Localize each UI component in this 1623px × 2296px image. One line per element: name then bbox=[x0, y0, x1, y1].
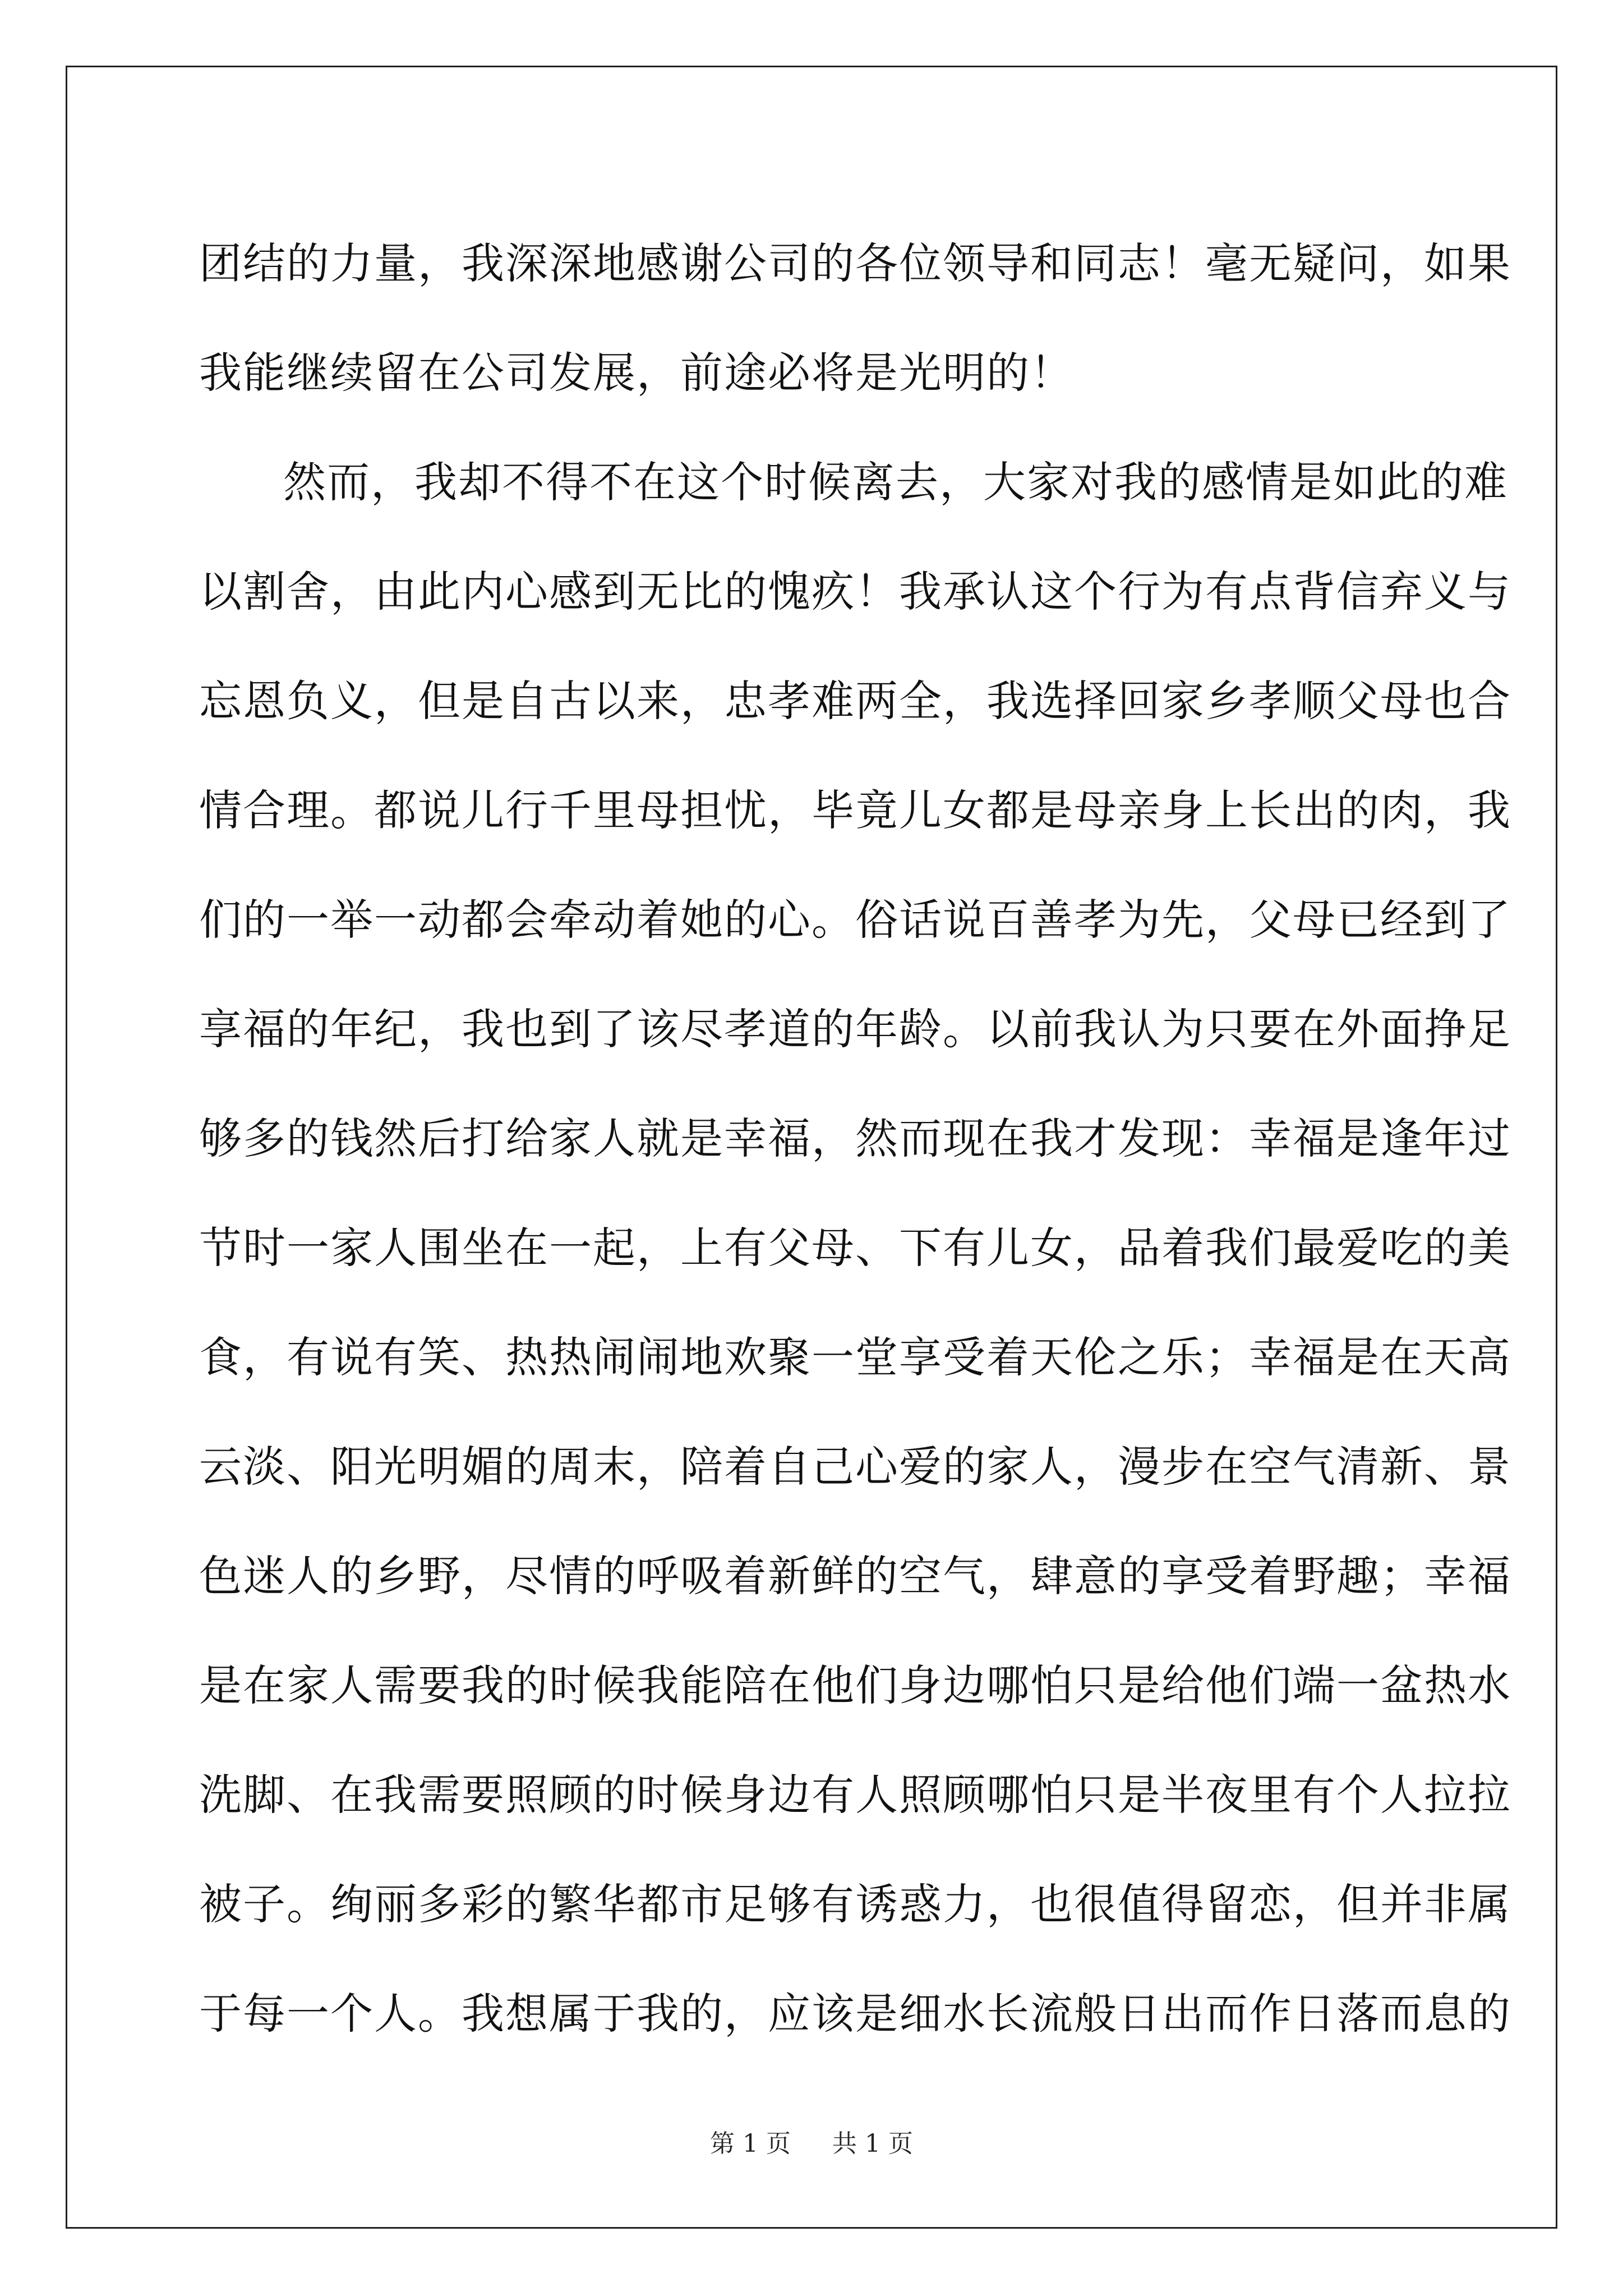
text-line: 色迷人的乡野，尽情的呼吸着新鲜的空气，肆意的享受着野趣；幸福 bbox=[199, 1551, 1511, 1601]
text-line: 节时一家人围坐在一起，上有父母、下有儿女，品着我们最爱吃的美 bbox=[199, 1223, 1511, 1273]
text-line: 洗脚、在我需要照顾的时候身边有人照顾哪怕只是半夜里有个人拉拉 bbox=[199, 1770, 1511, 1820]
text-line: 享福的年纪，我也到了该尽孝道的年龄。以前我认为只要在外面挣足 bbox=[199, 1004, 1511, 1054]
text-line: 忘恩负义，但是自古以来，忠孝难两全，我选择回家乡孝顺父母也合 bbox=[199, 676, 1511, 726]
text-line: 云淡、阳光明媚的周末，陪着自己心爱的家人，漫步在空气清新、景 bbox=[199, 1442, 1511, 1492]
text-line: 食，有说有笑、热热闹闹地欢聚一堂享受着天伦之乐；幸福是在天高 bbox=[199, 1332, 1511, 1382]
document-body bbox=[199, 209, 1511, 2068]
text-line: 团结的力量，我深深地感谢公司的各位领导和同志！毫无疑问，如果 bbox=[199, 238, 1511, 288]
text-line: 是在家人需要我的时候我能陪在他们身边哪怕只是给他们端一盆热水 bbox=[199, 1660, 1511, 1710]
text-line: 然而，我却不得不在这个时候离去，大家对我的感情是如此的难 bbox=[283, 457, 1508, 507]
text-line: 情合理。都说儿行千里母担忧，毕竟儿女都是母亲身上长出的肉，我 bbox=[199, 785, 1511, 835]
text-line: 被子。绚丽多彩的繁华都市足够有诱惑力，也很值得留恋，但并非属 bbox=[199, 1879, 1511, 1929]
text-line: 够多的钱然后打给家人就是幸福，然而现在我才发现：幸福是逢年过 bbox=[199, 1114, 1511, 1163]
text-line: 于每一个人。我想属于我的，应该是细水长流般日出而作日落而息的 bbox=[199, 1989, 1511, 2039]
page-number-total: 共 1 页 bbox=[832, 2129, 913, 2158]
text-line: 们的一举一动都会牵动着她的心。俗话说百善孝为先，父母已经到了 bbox=[199, 895, 1511, 945]
text-line: 我能继续留在公司发展，前途必将是光明的！ bbox=[199, 348, 1074, 398]
page-footer bbox=[0, 2123, 1623, 2159]
text-line: 以割舍，由此内心感到无比的愧疚！我承认这个行为有点背信弃义与 bbox=[199, 567, 1511, 616]
page-number-current: 第 1 页 bbox=[710, 2129, 791, 2158]
